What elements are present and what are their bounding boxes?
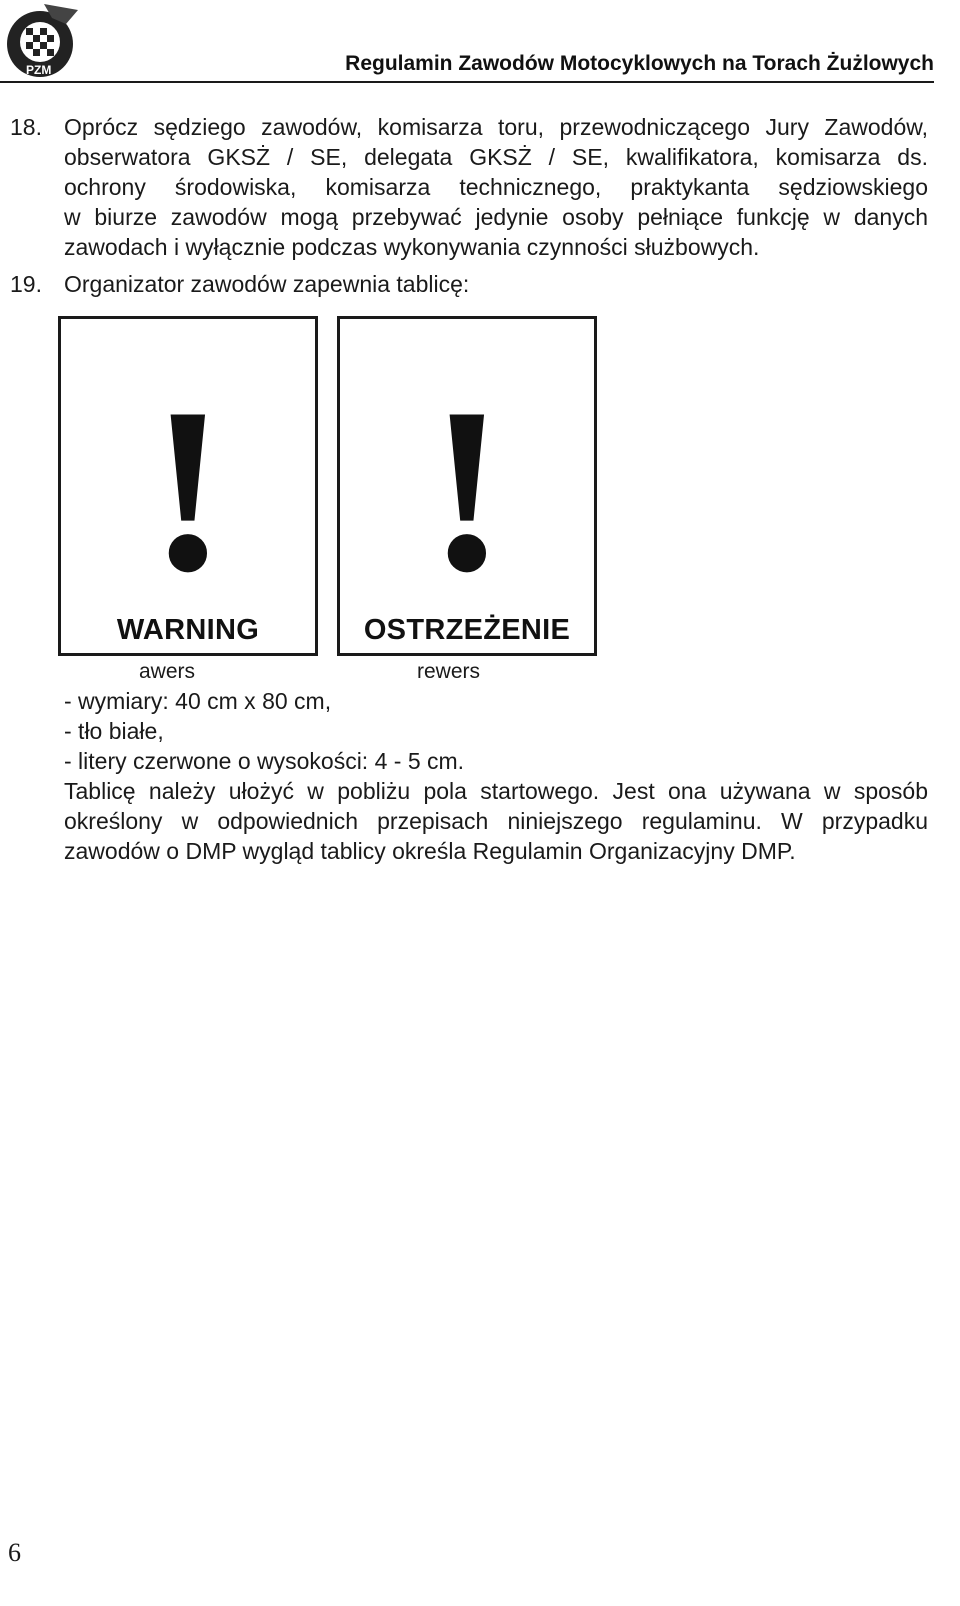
spec-letters: - litery czerwone o wysokości: 4 - 5 cm. bbox=[64, 748, 465, 774]
exclamation-mark-icon: ! bbox=[148, 360, 228, 621]
page-number: 6 bbox=[8, 1538, 21, 1567]
header-divider bbox=[0, 81, 934, 83]
sign-word: OSTRZEŻENIE bbox=[363, 614, 571, 646]
item-number: 18. bbox=[10, 114, 42, 140]
logo-text: PZM bbox=[26, 63, 52, 77]
text-line: w biurze zawodów mogą przebywać jedynie osoby pełniące funkcję w danych bbox=[64, 204, 928, 230]
text-line: zawodach i wyłącznie podczas wykonywania czynności służbowych. bbox=[64, 234, 760, 260]
pzm-logo bbox=[4, 2, 80, 82]
exclamation-mark-icon: ! bbox=[427, 360, 507, 621]
spec-background: - tło białe, bbox=[64, 718, 164, 744]
document-title: Regulamin Zawodów Motocyklowych na Torach Żużlowych bbox=[345, 52, 934, 75]
closing-paragraph bbox=[64, 776, 928, 866]
item-19 bbox=[10, 269, 928, 299]
text-line: Oprócz sędziego zawodów, komisarza toru, przewodniczącego Jury Zawodów, bbox=[64, 114, 928, 140]
warning-sign-back bbox=[337, 316, 597, 656]
caption-back: rewers bbox=[417, 660, 481, 683]
item-number: 19. bbox=[10, 271, 42, 297]
text-line: określony w odpowiednich przepisach niniejszego regulaminu. W przypadku bbox=[64, 808, 928, 834]
item-text bbox=[64, 112, 928, 262]
item-text: Organizator zawodów zapewnia tablicę: bbox=[64, 271, 470, 297]
sign-word: WARNING bbox=[116, 614, 260, 646]
item-18 bbox=[10, 112, 928, 262]
warning-sign-front bbox=[58, 316, 318, 656]
text-line: zawodów o DMP wygląd tablicy określa Regulamin Organizacyjny DMP. bbox=[64, 838, 796, 864]
caption-front: awers bbox=[139, 660, 196, 683]
spec-dimensions: - wymiary: 40 cm x 80 cm, bbox=[64, 688, 332, 714]
text-line: ochrony środowiska, komisarza technicznego, praktykanta sędziowskiego bbox=[64, 174, 928, 200]
text-line: obserwatora GKSŻ / SE, delegata GKSŻ / SE, kwalifikatora, komisarza ds. bbox=[64, 144, 928, 170]
text-line: Tablicę należy ułożyć w pobliżu pola startowego. Jest ona używana w sposób bbox=[64, 778, 928, 804]
